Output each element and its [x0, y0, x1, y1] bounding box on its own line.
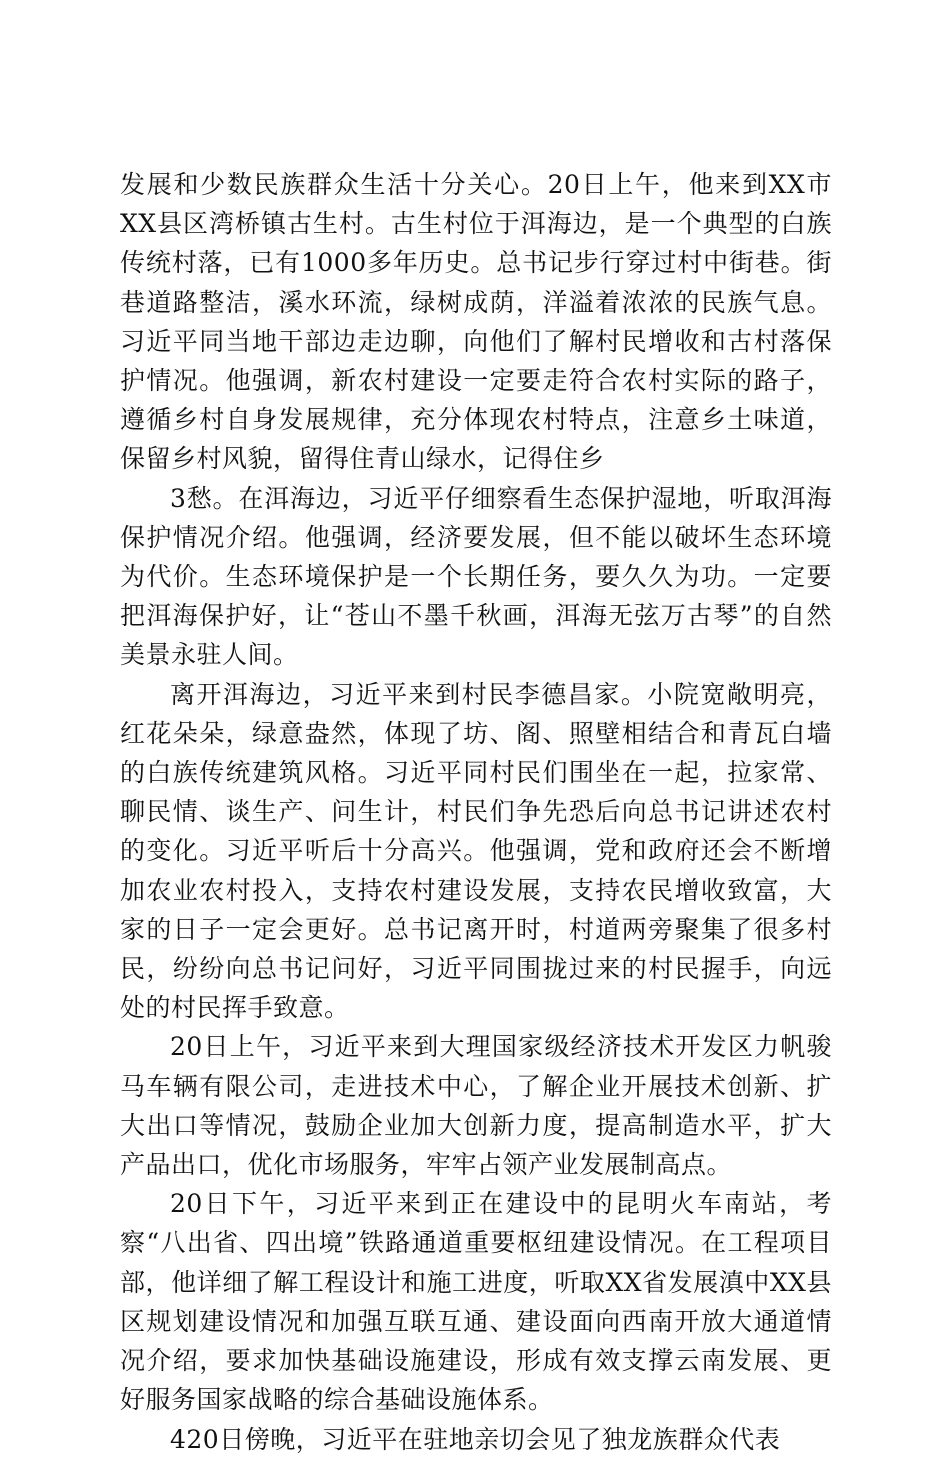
paragraph-1: 发展和少数民族群众生活十分关心。20日上午，他来到XX市XX县区湾桥镇古生村。古生村位于洱海边，是一个典型的白族传统村落，已有1000多年历史。总书记步行穿过村中街巷。街巷道路整洁，溪水环流，绿树成荫，洋溢着浓浓的民族气息。习近平同当地干部边走边聊，向他们了解村民增收和古村落保护情况。他强调，新农村建设一定要走符合农村实际的路子，遵循乡村自身发展规律，充分体现农村特点，注意乡土味道，保留乡村风貌，留得住青山绿水，记得住乡 — [120, 170, 832, 474]
paragraph-5: 20日下午，习近平来到正在建设中的昆明火车南站，考察“八出省、四出境”铁路通道重要枢纽建设情况。在工程项目部，他详细了解工程设计和施工进度，听取XX省发展滇中XX县区规划建设情况和加强互联互通、建设面向西南开放大通道情况介绍，要求加快基础设施建设，形成有效支撑云南发展、更好服务国家战略的综合基础设施体系。 — [120, 1189, 832, 1415]
document-body — [120, 165, 832, 1459]
paragraph-6: 420日傍晚，习近平在驻地亲切会见了独龙族群众代表 — [170, 1424, 781, 1454]
paragraph-3: 离开洱海边，习近平来到村民李德昌家。小院宽敞明亮，红花朵朵，绿意盎然，体现了坊、阁、照壁相结合和青瓦白墙的白族传统建筑风格。习近平同村民们围坐在一起，拉家常、聊民情、谈生产、问生计，村民们争先恐后向总书记讲述农村的变化。习近平听后十分高兴。他强调，党和政府还会不断增加农业农村投入，支持农村建设发展，支持农民增收致富，大家的日子一定会更好。总书记离开时，村道两旁聚集了很多村民，纷纷向总书记问好，习近平同围拢过来的村民握手，向远处的村民挥手致意。 — [120, 679, 832, 1023]
paragraph-2: 3愁。在洱海边，习近平仔细察看生态保护湿地，听取洱海保护情况介绍。他强调，经济要发展，但不能以破坏生态环境为代价。生态环境保护是一个长期任务，要久久为功。一定要把洱海保护好，让“苍山不墨千秋画，洱海无弦万古琴”的自然美景永驻人间。 — [120, 483, 832, 670]
paragraph-4: 20日上午，习近平来到大理国家级经济技术开发区力帆骏马车辆有限公司，走进技术中心，了解企业开展技术创新、扩大出口等情况，鼓励企业加大创新力度，提高制造水平，扩大产品出口，优化市场服务，牢牢占领产业发展制高点。 — [120, 1032, 832, 1180]
